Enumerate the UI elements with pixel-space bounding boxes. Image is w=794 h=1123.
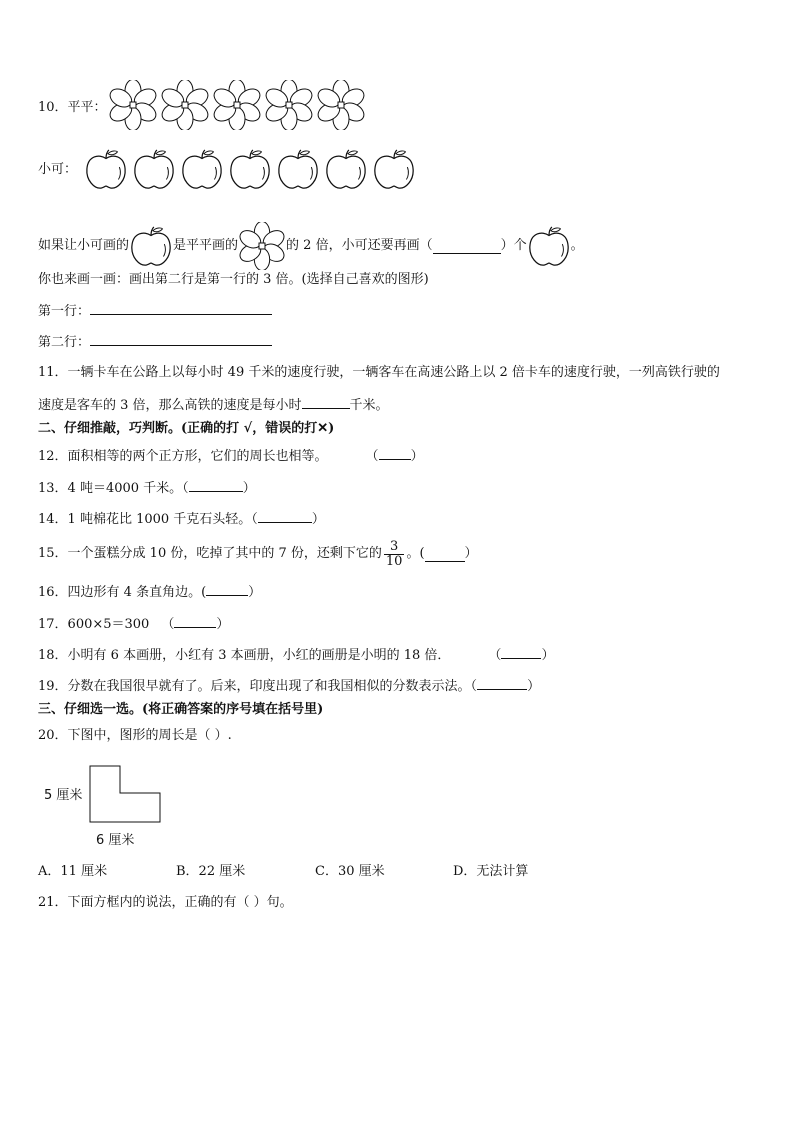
q19 [38,675,540,697]
q18 [38,644,554,666]
l-shape-figure [38,762,178,852]
q17-open: （ [161,617,175,632]
bottom-length-label: 6 厘米 [96,833,135,848]
apple-icon [276,148,320,190]
q13-close: ） [242,481,256,496]
option-b[interactable]: B．22 厘米 [176,864,246,879]
q19-close: ） [527,679,541,694]
q11-line1: 11．一辆卡车在公路上以每小时 49 千米的速度行驶，一辆客车在高速公路上以 2 倍卡车的速度行驶，一列高铁行驶的 [38,365,720,380]
q20-question: 20．下图中，图形的周长是（ ）. [38,728,232,743]
q18-text: 18．小明有 6 本画册，小红有 3 本画册，小红的画册是小明的 18 倍． [38,648,451,663]
q21-question: 21．下面方框内的说法，正确的有（ ）句。 [38,895,293,910]
flower-icon [212,80,262,130]
flower-icon [264,80,314,130]
q12-answer-blank[interactable] [379,445,411,460]
apple-icon [180,148,224,190]
q18-close: ） [541,648,555,663]
q16-close: ） [248,585,262,600]
section2-title: 二、仔细推敲，巧判断。(正确的打 √，错误的打✕) [38,421,335,436]
fraction [384,540,405,569]
q14-open: （ [251,512,258,527]
q10-part2: 是平平画的 [173,238,239,253]
q14-text: 14．1 吨棉花比 1000 千克石头轻。 [38,512,252,527]
q11-answer-blank[interactable] [302,394,350,409]
q11-line2-b: 千米。 [349,398,389,413]
q15-text-b: 。( [406,546,425,561]
flower-row [108,80,366,130]
q18-open: （ [488,648,502,663]
apple-row [84,148,416,190]
q12 [38,445,424,467]
option-a[interactable]: A．11 厘米 [38,864,108,879]
q15-close: ） [464,546,478,561]
q12-close: ） [410,449,424,464]
q13-answer-blank[interactable] [189,477,243,492]
q16-answer-blank[interactable] [206,581,248,596]
q16-text: 16．四边形有 4 条直角边。 [38,585,202,600]
fraction-numerator: 3 [384,540,405,555]
side-length-label: 5 厘米 [44,788,83,803]
l-shape [90,766,160,822]
apple-icon [324,148,368,190]
q15-answer-blank[interactable] [425,547,465,562]
line1-blank[interactable] [90,300,272,315]
q10-part4: ）个 [500,238,527,253]
q10-part1: 如果让小可画的 [38,238,130,253]
q10-question [38,222,584,270]
q19-text: 19．分数在我国很早就有了。后来，印度出现了和我国相似的分数表示法。 [38,679,471,694]
line2-blank[interactable] [90,331,272,346]
q13-open: （ [182,481,189,496]
flower-icon [108,80,158,130]
q16-open: ( [201,585,207,600]
option-c[interactable]: C．30 厘米 [315,864,385,879]
line1-label: 第一行： [38,304,91,319]
q10-row2-label: 小可： [38,162,78,177]
q15-text-a: 15．一个蛋糕分成 10 份，吃掉了其中的 7 份，还剩下它的 [38,546,382,561]
q10-line2 [38,331,272,353]
q11-line2-a: 速度是客车的 3 倍，那么高铁的速度是每小时 [38,398,302,413]
apple-icon [527,225,571,267]
q14-answer-blank[interactable] [258,508,312,523]
apple-icon [129,225,173,267]
q10-part3: 的 2 倍，小可还要再画（ [286,238,433,253]
q13-text: 13．4 吨＝4000 千米。 [38,481,183,496]
q14-close: ） [311,512,325,527]
q11-line2 [38,394,389,416]
q10-row1-label: 10．平平： [38,100,107,115]
q12-text: 12．面积相等的两个正方形，它们的周长也相等。 [38,449,328,464]
section3-title: 三、仔细选一选。(将正确答案的序号填在括号里) [38,702,324,717]
apple-icon [84,148,128,190]
q20-options [38,862,598,882]
q19-answer-blank[interactable] [477,675,527,690]
q13 [38,477,256,499]
q14 [38,508,325,530]
q16 [38,581,261,603]
q17 [38,613,229,635]
flower-icon [238,222,286,270]
apple-icon [372,148,416,190]
q19-open: （ [470,679,478,694]
fraction-denominator: 10 [385,553,403,569]
q17-close: ） [216,617,230,632]
flower-icon [160,80,210,130]
apple-icon [228,148,272,190]
q10-draw-prompt: 你也来画一画：画出第二行是第一行的 3 倍。(选择自己喜欢的图形) [38,272,429,287]
q10-part5: 。 [570,238,584,253]
q17-answer-blank[interactable] [174,613,216,628]
q18-answer-blank[interactable] [501,644,541,659]
q10-answer-blank[interactable] [433,239,501,254]
option-d[interactable]: D．无法计算 [453,864,529,879]
q12-open: （ [365,449,379,464]
q17-text: 17．600×5＝300 [38,617,150,632]
apple-icon [132,148,176,190]
line2-label: 第二行： [38,335,91,350]
q10-line1 [38,300,272,322]
flower-icon [316,80,366,130]
q15 [38,536,478,572]
